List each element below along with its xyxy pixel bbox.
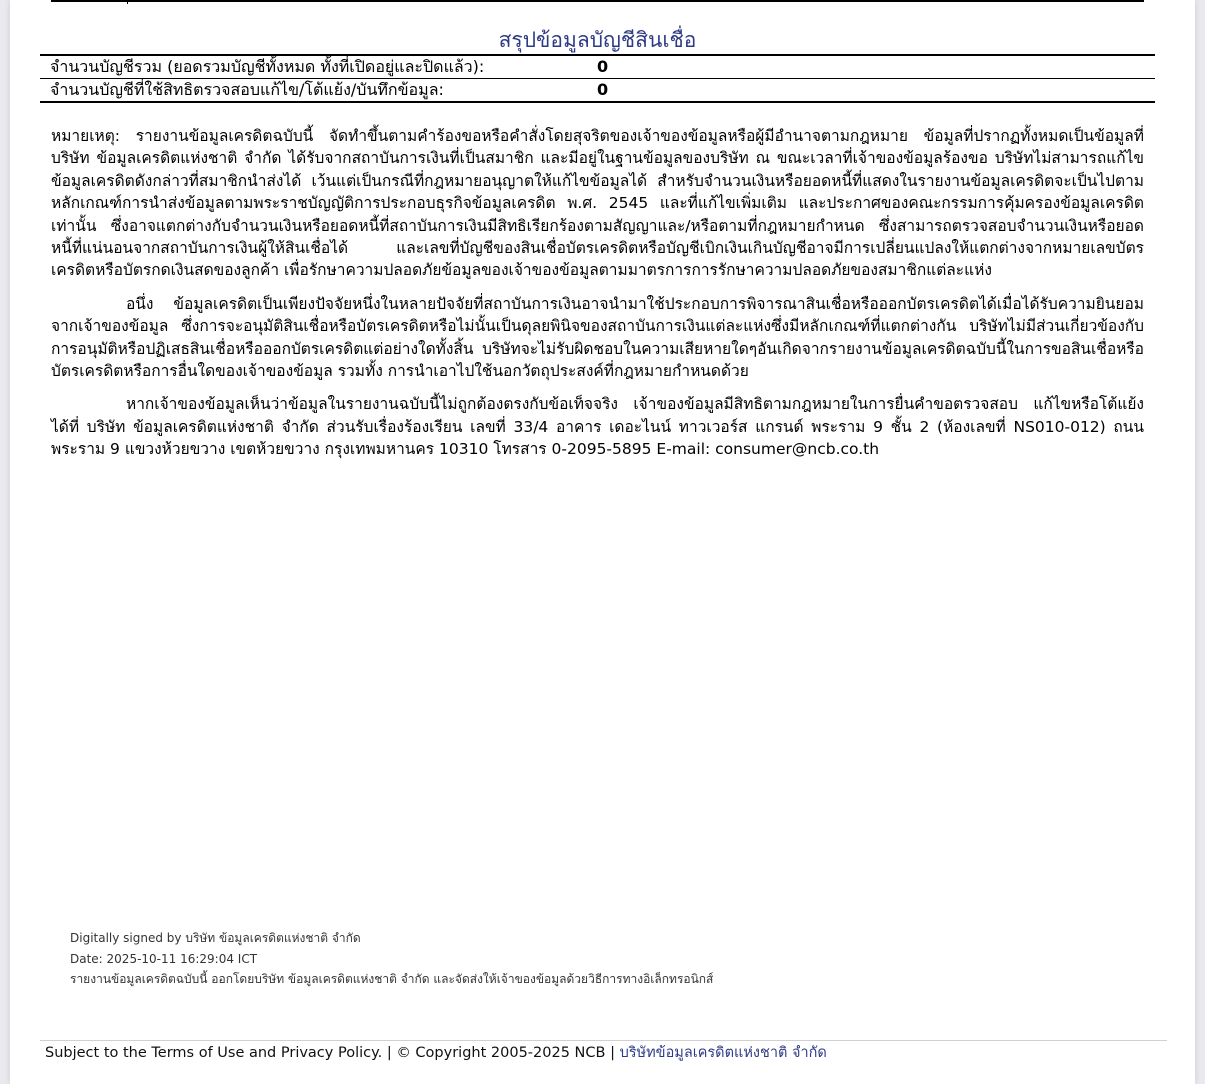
footer xyxy=(45,1043,827,1063)
footer-company-link[interactable]: บริษัทข้อมูลเครดิตแห่งชาติ จำกัด xyxy=(619,1045,827,1061)
issued-note: รายงานข้อมูลเครดิตฉบับนี้ ออกโดยบริษัท ข้อมูลเครดิตแห่งชาติ จำกัด และจัดส่งให้เจ้าของข้อมูลด้วยวิธีการทางอิเล็กทรอนิกส์ xyxy=(70,972,714,986)
note-paragraph-disclaimer: หมายเหตุ: รายงานข้อมูลเครดิตฉบับนี้ จัดทำขึ้นตามคำร้องขอหรือคำสั่งโดยสุจริตของเจ้าของข้อมูลหรือผู้มีอำนาจตามกฎหมาย ข้อมูลที่ปรากฏทั้งหมดเป็นข้อมูลที่บริษัท ข้อมูลเครดิตแห่งชาติ จำกัด ได้รับจากสถาบันการเงินที่เป็นสมาชิก และมีอยู่ในฐานข้อมูลของบริษัท ณ ขณะเวลาที่เจ้าของข้อมูลร้องขอ บริษัทไม่สามารถแก้ไขข้อมูลเครดิตดังกล่าวที่สมาชิกนำส่งได้ เว้นแต่เป็นกรณีที่กฎหมายอนุญาตให้แก้ไขข้อมูลได้ สำหรับจำนวนเงินหรือยอดหนี้ที่แสดงในรายงานข้อมูลเครดิตจะเป็นไปตามหลักเกณฑ์การนำส่งข้อมูลตามพระราชบัญญัติการประกอบธุรกิจข้อมูลเครดิต พ.ศ. 2545 และที่แก้ไขเพิ่มเติม และประกาศของคณะกรรมการคุ้มครองข้อมูลเครดิตเท่านั้น ซึ่งอาจแตกต่างกับจำนวนเงินหรือยอดหนี้ที่สถาบันการเงินมีสิทธิเรียกร้องตามสัญญาและ/หรือตามที่กฎหมายกำหนด ซึ่งสามารถตรวจสอบจำนวนเงินหรือยอดหนี้ที่แน่นอนจากสถาบันการเงินผู้ให้สินเชื่อได้ และเลขที่บัญชีของสินเชื่อบัตรเครดิตหรือบัญชีเบิกเงินเกินบัญชีอาจมีการเปลี่ยนแปลงให้แตกต่างจากหมายเลขบัตรเครดิตหรือบัตรกดเงินสดของลูกค้า เพื่อรักษาความปลอดภัยข้อมูลของเจ้าของข้อมูลตามมาตรการการรักษาความปลอดภัยของสมาชิกแต่ละแห่ง xyxy=(51,127,1144,280)
signed-by-text: Digitally signed by บริษัท ข้อมูลเครดิตแห่งชาติ จำกัด xyxy=(70,931,361,945)
summary-label-disputed-accounts: จำนวนบัญชีที่ใช้สิทธิตรวจสอบแก้ไข/โต้แย้ง/บันทึกข้อมูล: xyxy=(50,80,444,99)
notes-section xyxy=(51,125,1144,472)
digital-signature-block xyxy=(70,928,713,990)
top-rule-tick xyxy=(127,0,128,4)
summary-table xyxy=(40,54,1155,103)
signature-date: Date: 2025-10-11 16:29:04 ICT xyxy=(70,951,258,966)
note-paragraph-dispute-contact: หากเจ้าของข้อมูลเห็นว่าข้อมูลในรายงานฉบับนี้ไม่ถูกต้องตรงกับข้อเท็จจริง เจ้าของข้อมูลมีสิทธิตามกฎหมายในการยื่นคำขอตรวจสอบ แก้ไขหรือโต้แย้งได้ที่ บริษัท ข้อมูลเครดิตแห่งชาติ จำกัด ส่วนรับเรื่องร้องเรียน เลขที่ 33/4 อาคาร เดอะไนน์ ทาวเวอร์ส แกรนด์ พระราม 9 ชั้น 2 (ห้องเลขที่ NS010-012) ถนนพระราม 9 แขวงห้วยขวาง เขตห้วยขวาง กรุงเทพมหานคร 10310 โทรสาร 0-2095-5895 E-mail: consumer@ncb.co.th xyxy=(51,395,1144,459)
summary-row-total-accounts xyxy=(40,56,1155,78)
summary-label-total-accounts: จำนวนบัญชีรวม (ยอดรวมบัญชีทั้งหมด ทั้งที่เปิดอยู่และปิดแล้ว): xyxy=(50,57,485,76)
summary-value-total-accounts: 0 xyxy=(597,57,609,76)
report-page xyxy=(10,0,1195,1084)
footer-divider xyxy=(40,1040,1167,1041)
note-paragraph-liability: อนึ่ง ข้อมูลเครดิตเป็นเพียงปัจจัยหนึ่งในหลายปัจจัยที่สถาบันการเงินอาจนำมาใช้ประกอบการพิจารณาสินเชื่อหรือออกบัตรเครดิตได้เมื่อได้รับความยินยอมจากเจ้าของข้อมูล ซึ่งการจะอนุมัติสินเชื่อหรือบัตรเครดิตหรือไม่นั้นเป็นดุลยพินิจของสถาบันการเงินแต่ละแห่งซึ่งมีหลักเกณฑ์ที่แตกต่างกัน บริษัทไม่มีส่วนเกี่ยวข้องกับการอนุมัติหรือปฏิเสธสินเชื่อหรือออกบัตรเครดิตแต่อย่างใดทั้งสิ้น บริษัทจะไม่รับผิดชอบในความเสียหายใดๆอันเกิดจากรายงานข้อมูลเครดิตฉบับนี้ในการขอสินเชื่อหรือบัตรเครดิตหรือการอื่นใดของเจ้าของข้อมูล รวมทั้ง การนำเอาไปใช้นอกวัตถุประสงค์ที่กฎหมายกำหนดด้วย xyxy=(51,294,1144,381)
summary-value-disputed-accounts: 0 xyxy=(597,80,609,99)
top-rule xyxy=(51,0,1144,2)
section-title: สรุปข้อมูลบัญชีสินเชื่อ xyxy=(498,28,697,52)
footer-terms-text: Subject to the Terms of Use and Privacy Policy. | © Copyright 2005-2025 NCB | xyxy=(45,1045,620,1061)
summary-row-disputed-accounts xyxy=(40,78,1155,101)
